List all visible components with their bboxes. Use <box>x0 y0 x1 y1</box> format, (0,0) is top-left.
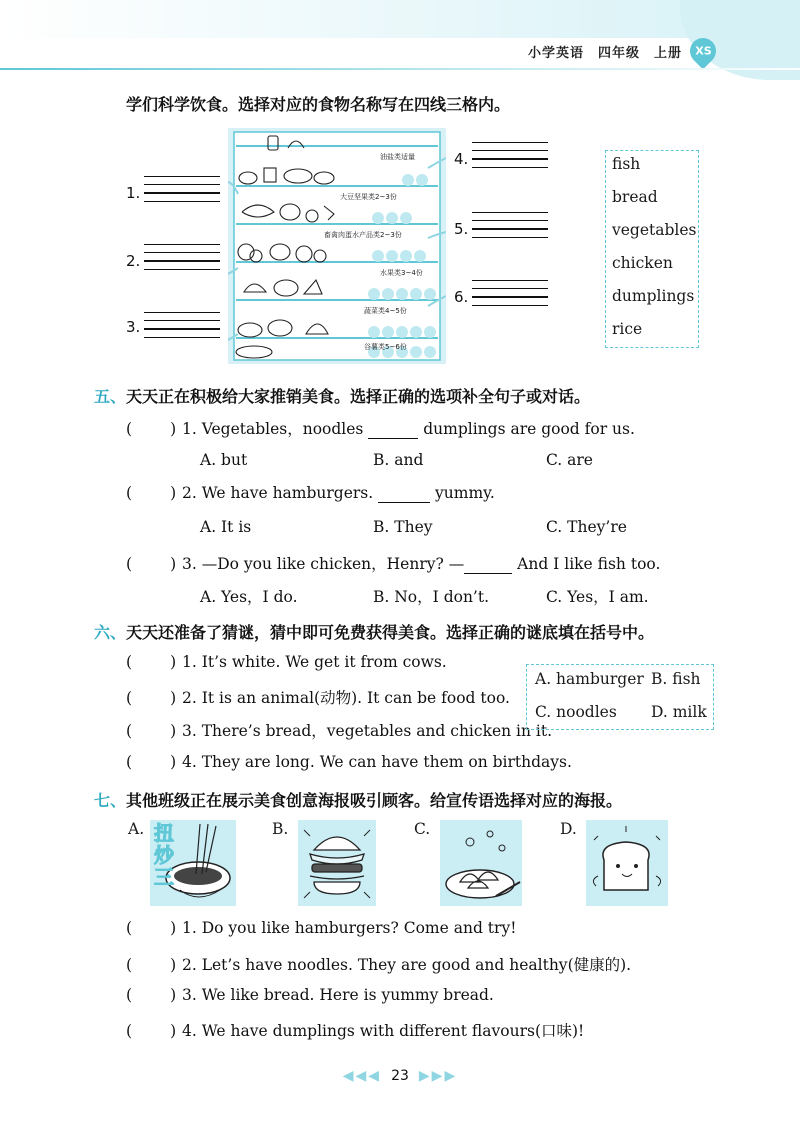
word-bank-item: fish <box>612 155 641 173</box>
poster-a-noodles[interactable] <box>150 820 236 906</box>
s6-question-1: ( ) 1. It’s white. We get it from cows. <box>126 653 447 671</box>
word-bank-item: bread <box>612 188 658 206</box>
four-line-grid-3[interactable] <box>144 312 220 342</box>
poster-label-a: A. <box>128 820 145 838</box>
s7-question-1: ( ) 1. Do you like hamburgers? Come and try! <box>126 919 517 937</box>
riddle-option-d: D. milk <box>651 703 707 721</box>
s5-q1-option-c[interactable]: C. are <box>546 451 593 469</box>
s5-question-1: ( ) 1. Vegetables，noodles dumplings are good for us. <box>126 420 635 438</box>
fill-blank[interactable] <box>464 555 512 574</box>
four-line-grid-5[interactable] <box>472 212 548 242</box>
header-volume: 上册 <box>653 46 682 61</box>
s5-question-2: ( ) 2. We have hamburgers. yummy. <box>126 484 495 502</box>
riddle-option-b: B. fish <box>651 670 701 688</box>
s6-question-4: ( ) 4. They are long. We can have them on birthdays. <box>126 753 572 771</box>
answer-bracket[interactable]: ( ) <box>126 1022 177 1040</box>
poster-label-b: B. <box>272 820 289 838</box>
poster-b-hamburger[interactable] <box>298 820 376 906</box>
poster-label-d: D. <box>560 820 577 838</box>
s6-question-2: ( ) 2. It is an animal(动物). It can be food too. <box>126 689 510 707</box>
s5-q1-option-a[interactable]: A. but <box>200 451 248 469</box>
riddle-options-box <box>526 664 714 730</box>
fill-blank[interactable] <box>368 420 418 439</box>
section7-title-text: 其他班级正在展示美食创意海报吸引顾客。给宣传语选择对应的海报。 <box>126 791 623 810</box>
s5-q2-option-a[interactable]: A. It is <box>200 518 252 536</box>
grid-number-6: 6. <box>454 288 469 306</box>
word-bank-item: chicken <box>612 254 673 272</box>
word-bank-item: vegetables <box>612 221 697 239</box>
riddle-option-c: C. noodles <box>535 703 617 721</box>
header-divider <box>0 68 800 70</box>
poster-a-text: 扭炒三 <box>154 821 174 889</box>
intro-instruction: 学们科学饮食。选择对应的食物名称写在四线三格内。 <box>126 95 511 114</box>
answer-bracket[interactable]: ( ) <box>126 956 177 974</box>
poster-d-bread[interactable] <box>586 820 668 906</box>
four-line-grid-4[interactable] <box>472 142 548 172</box>
s5-question-3: ( ) 3. —Do you like chicken，Henry? — And I like fish too. <box>126 555 661 573</box>
word-bank <box>605 150 699 348</box>
grid-number-2: 2. <box>126 252 141 270</box>
s5-q2-option-c[interactable]: C. They’re <box>546 518 627 536</box>
answer-bracket[interactable]: ( ) <box>126 986 177 1004</box>
s5-q3-option-c[interactable]: C. Yes，I am. <box>546 588 649 606</box>
hamburger-icon <box>298 820 376 906</box>
header-title <box>514 42 682 61</box>
answer-bracket[interactable]: ( ) <box>126 555 177 573</box>
s5-q2-option-b[interactable]: B. They <box>373 518 433 536</box>
s5-q3-option-b[interactable]: B. No，I don’t. <box>373 588 490 606</box>
s7-question-2: ( ) 2. Let’s have noodles. They are good and healthy(健康的). <box>126 956 632 974</box>
pyramid-label-1: 油盐类适量 <box>380 153 415 161</box>
pyramid-label-5: 蔬菜类4~5份 <box>364 307 407 315</box>
answer-bracket[interactable]: ( ) <box>126 653 177 671</box>
section7-number: 七、 <box>94 791 127 810</box>
fill-blank[interactable] <box>378 484 430 503</box>
section5-title-text: 天天正在积极给大家推销美食。选择正确的选项补全句子或对话。 <box>126 387 591 406</box>
section5-title <box>94 384 590 407</box>
header-subject: 小学英语 <box>527 46 584 61</box>
four-line-grid-2[interactable] <box>144 244 220 274</box>
grid-number-3: 3. <box>126 318 141 336</box>
left-arrows-icon: ◀◀◀ <box>342 1068 382 1084</box>
answer-bracket[interactable]: ( ) <box>126 722 177 740</box>
section6-number: 六、 <box>94 623 127 642</box>
pyramid-label-3: 畜禽肉蛋水产品类2~3份 <box>324 231 402 239</box>
pyramid-label-4: 水果类3~4份 <box>380 269 423 277</box>
header-badge-text: XS <box>694 44 712 58</box>
dumplings-icon <box>440 820 522 906</box>
four-line-grid-1[interactable] <box>144 176 220 206</box>
section6-title-text: 天天还准备了猜谜，猜中即可免费获得美食。选择正确的谜底填在括号中。 <box>126 623 655 642</box>
food-pyramid-svg <box>228 128 446 364</box>
four-line-grid-6[interactable] <box>472 280 548 310</box>
answer-bracket[interactable]: ( ) <box>126 753 177 771</box>
poster-c-dumplings[interactable] <box>440 820 522 906</box>
answer-bracket[interactable]: ( ) <box>126 420 177 438</box>
word-bank-item: rice <box>612 320 643 338</box>
section6-title <box>94 620 654 643</box>
grid-number-1: 1. <box>126 184 141 202</box>
page-number: 23 <box>391 1068 409 1084</box>
section7-title <box>94 788 622 811</box>
answer-bracket[interactable]: ( ) <box>126 484 177 502</box>
food-pyramid-illustration <box>228 128 446 364</box>
header-grade: 四年级 <box>597 46 640 61</box>
bread-icon <box>586 820 668 906</box>
pyramid-label-2: 大豆坚果类2~3份 <box>340 193 397 201</box>
page-footer <box>0 1068 800 1084</box>
pyramid-label-6: 谷薯类5~6份 <box>364 343 407 351</box>
word-bank-item: dumplings <box>612 287 695 305</box>
section5-number: 五、 <box>94 387 127 406</box>
s5-q3-option-a[interactable]: A. Yes，I do. <box>200 588 298 606</box>
grid-number-4: 4. <box>454 150 469 168</box>
answer-bracket[interactable]: ( ) <box>126 919 177 937</box>
s7-question-4: ( ) 4. We have dumplings with different flavours(口味)! <box>126 1022 585 1040</box>
answer-bracket[interactable]: ( ) <box>126 689 177 707</box>
riddle-option-a: A. hamburger <box>535 670 644 688</box>
grid-number-5: 5. <box>454 220 469 238</box>
s6-question-3: ( ) 3. There’s bread，vegetables and chicken in it. <box>126 722 553 740</box>
s5-q1-option-b[interactable]: B. and <box>373 451 424 469</box>
s7-question-3: ( ) 3. We like bread. Here is yummy bread. <box>126 986 494 1004</box>
poster-label-c: C. <box>414 820 431 838</box>
right-arrows-icon: ▶▶▶ <box>418 1068 458 1084</box>
